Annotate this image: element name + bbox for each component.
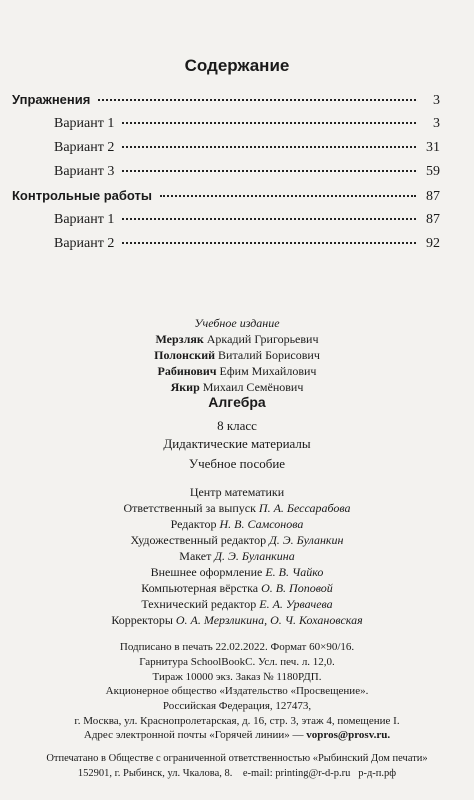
credit-line <box>0 500 474 516</box>
publisher-line: Российская Федерация, 127473, <box>162 700 312 712</box>
credit-role: Художественный редактор <box>130 533 267 547</box>
author-line <box>0 347 474 363</box>
author-surname: Якир <box>170 380 200 394</box>
author-surname: Мерзляк <box>155 332 204 346</box>
credit-person: П. А. Бессарабова <box>258 501 351 515</box>
print-info-line: Гарнитура SchoolBookC. Усл. печ. л. 12,0. <box>139 656 335 668</box>
toc-entry-exercises <box>12 92 440 114</box>
toc-entry-label: Вариант 1 <box>54 116 115 131</box>
credit-person: Е. А. Урвачева <box>259 597 333 611</box>
toc-leader-dots <box>98 99 416 101</box>
author-name: Михаил Семёнович <box>202 380 304 394</box>
author-name: Виталий Борисович <box>218 348 320 362</box>
toc-entry-page: 92 <box>426 236 440 251</box>
hotline-email-line <box>0 728 474 743</box>
toc-entry-page: 87 <box>426 212 440 227</box>
toc-leader-dots <box>122 218 416 220</box>
book-title: Алгебра <box>208 394 266 410</box>
author-line <box>0 331 474 347</box>
credit-line <box>0 612 474 628</box>
publisher-line: г. Москва, ул. Краснопролетарская, д. 16, стр. 3, этаж 4, помещение I. <box>74 715 400 727</box>
toc-entry-label: Вариант 2 <box>54 140 115 155</box>
toc-entry-page: 87 <box>426 189 440 204</box>
toc-leader-dots <box>122 122 416 124</box>
credit-person: О. В. Поповой <box>261 581 333 595</box>
toc-entry-page: 59 <box>426 164 440 179</box>
toc-entry-exercises-variant-3 <box>54 164 440 186</box>
credit-line <box>0 516 474 532</box>
book-subtitle: Дидактические материалы <box>163 436 311 451</box>
toc-entry-tests-variant-1 <box>54 212 440 234</box>
toc-entry-page: 3 <box>433 116 440 131</box>
authors-block <box>0 331 474 395</box>
toc-leader-dots <box>160 195 416 197</box>
printer-line: 152901, г. Рыбинск, ул. Чкалова, 8. e-mail: printing@r-d-p.ru р-д-п.рф <box>77 768 397 779</box>
toc-leader-dots <box>122 242 416 244</box>
credit-role: Ответственный за выпуск <box>123 501 256 515</box>
author-name: Ефим Михайлович <box>219 364 317 378</box>
credit-role: Технический редактор <box>141 597 257 611</box>
printer-line: Отпечатано в Обществе с ограниченной ответственностью «Рыбинский Дом печати» <box>46 753 428 764</box>
credit-person: Е. В. Чайко <box>265 565 324 579</box>
credit-role: Корректоры <box>111 613 173 627</box>
toc-entry-page: 3 <box>433 93 440 108</box>
grade: 8 класс <box>217 418 257 433</box>
publisher-info <box>0 684 474 729</box>
credit-role: Внешнее оформление <box>150 565 263 579</box>
publisher-line: Акционерное общество «Издательство «Просвещение». <box>105 685 369 697</box>
hotline-email-label: Адрес электронной почты «Горячей линии» — <box>83 729 304 741</box>
credit-role: Компьютерная вёрстка <box>141 581 259 595</box>
toc-entry-label: Контрольные работы <box>12 188 152 203</box>
credit-role: Редактор <box>170 517 217 531</box>
toc-entry-label: Вариант 3 <box>54 164 115 179</box>
toc-entry-page: 31 <box>426 140 440 155</box>
credit-person: Н. В. Самсонова <box>219 517 304 531</box>
print-info-line: Подписано в печать 22.02.2022. Формат 60×90/16. <box>119 641 355 653</box>
credit-line <box>0 548 474 564</box>
toc-entry-exercises-variant-1 <box>54 116 440 138</box>
toc-entry-tests-variant-2 <box>54 236 440 258</box>
print-info <box>0 640 474 685</box>
toc-entry-tests <box>12 188 440 210</box>
toc-entry-label: Вариант 1 <box>54 212 115 227</box>
author-surname: Рабинович <box>157 364 217 378</box>
author-surname: Полонский <box>154 348 216 362</box>
toc-title: Содержание <box>184 56 290 75</box>
credit-line <box>0 564 474 580</box>
toc-entry-label: Вариант 2 <box>54 236 115 251</box>
credit-person: О. А. Мерзликина, О. Ч. Кохановская <box>175 613 363 627</box>
credits-block <box>0 484 474 628</box>
printer-info <box>0 751 474 781</box>
credit-person: Д. Э. Буланкин <box>269 533 344 547</box>
toc-leader-dots <box>122 146 416 148</box>
edition-type: Учебное издание <box>194 316 280 330</box>
credit-line <box>0 596 474 612</box>
print-info-line: Тираж 10000 экз. Заказ № 1180РДП. <box>152 671 322 683</box>
author-name: Аркадий Григорьевич <box>206 332 319 346</box>
toc-entry-exercises-variant-2 <box>54 140 440 162</box>
toc-entry-label: Упражнения <box>12 92 91 107</box>
author-line <box>0 363 474 379</box>
book-kind: Учебное пособие <box>188 456 286 471</box>
credit-line <box>0 580 474 596</box>
credit-role: Макет <box>179 549 212 563</box>
credit-person: Д. Э. Буланкина <box>214 549 295 563</box>
hotline-email: vopros@prosv.ru. <box>306 729 391 741</box>
credit-line <box>0 532 474 548</box>
center-name: Центр математики <box>189 485 285 499</box>
toc-leader-dots <box>122 170 416 172</box>
